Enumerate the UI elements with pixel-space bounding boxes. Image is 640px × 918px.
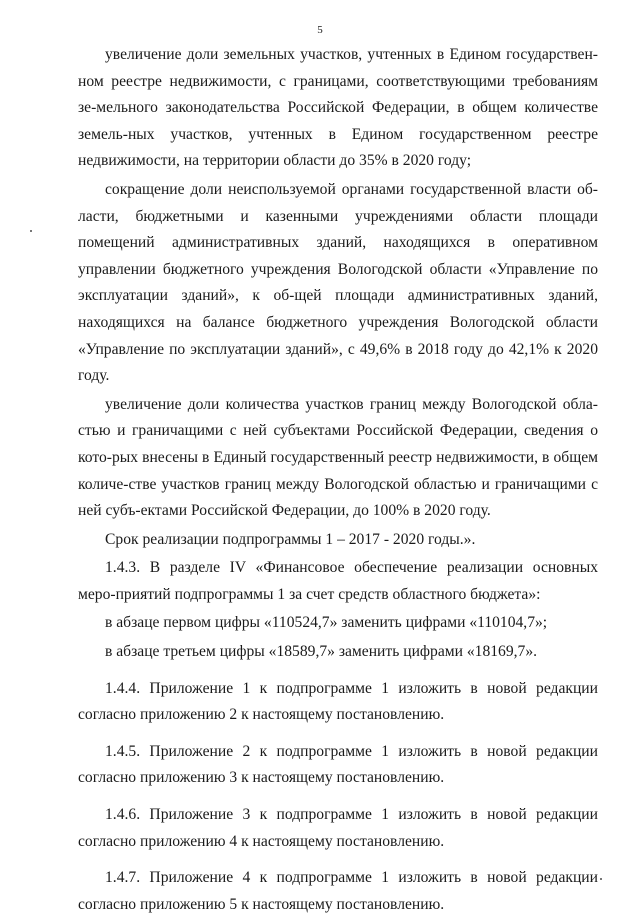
page-number: 5 [317,24,323,36]
paragraph-appendix-3: 1.4.6. Приложение 3 к подпрограмме 1 изложить в новой редакции согласно приложению 4 к настоящему постановлению. [78,806,598,850]
paragraph-border-sections: увеличение доли количества участков границ между Вологодской обла-стью и граничащими с ней субъектами Российской Федерации, сведения о кото-рых внесены в Единый государственный реестр недвижимости, в общем количе-стве участков границ между Вологодской областью и граничащими с ней субъ-ектами Российской Федерации, до 100% в 2020 году. [78,395,598,520]
paragraph-appendix-4: 1.4.7. Приложение 4 к подпрограмме 1 изложить в новой редакции согласно приложению 5 к настоящему постановлению. [78,869,598,913]
paragraph-third-abzac: в абзаце третьем цифры «18589,7» заменить цифрами «18169,7». [105,643,538,661]
scan-speck-bottom [600,878,602,880]
paragraph-appendix-2: 1.4.5. Приложение 2 к подпрограмме 1 изложить в новой редакции согласно приложению 3 к настоящему постановлению. [78,742,598,787]
paragraph-section-iv: 1.4.3. В разделе IV «Финансовое обеспечение реализации основных меро-приятий подпрограммы 1 за счет средств областного бюджета»: [78,559,598,603]
document-body [78,42,598,918]
paragraph-implementation-period: Срок реализации подпрограммы 1 – 2017 - 2020 годы.». [105,530,476,548]
paragraph-appendix-1: 1.4.4. Приложение 1 к подпрограмме 1 изложить в новой редакции согласно приложению 2 к настоящему постановлению. [78,679,598,724]
paragraph-first-abzac: в абзаце первом цифры «110524,7» заменить цифрами «110104,7»; [105,614,548,632]
paragraph-land-plots: увеличение доли земельных участков, учтенных в Едином государствен-ном реестре недвижимости, с границами, соответствующими требованиям зе-мельного законодательства Российской Федерации, в общем количестве земель-ных участков, учтенных в Едином государственном реестре недвижимости, на территории области до 35% в 2020 году; [78,46,598,170]
paragraph-unused-premises: сокращение доли неиспользуемой органами государственной власти об-ласти, бюджетными и казенными учреждениями области площади помещений административных зданий, находящихся в оперативном управлении бюджетного учреждения Вологодской области «Управление по эксплуатации зданий», к об-щей площади административных зданий, находящихся на балансе бюджетного учреждения Вологодской области «Управление по эксплуатации зданий», с 49,6% в 2018 году до 42,1% к 2020 году. [78,180,598,385]
scan-speck-left [30,230,32,232]
